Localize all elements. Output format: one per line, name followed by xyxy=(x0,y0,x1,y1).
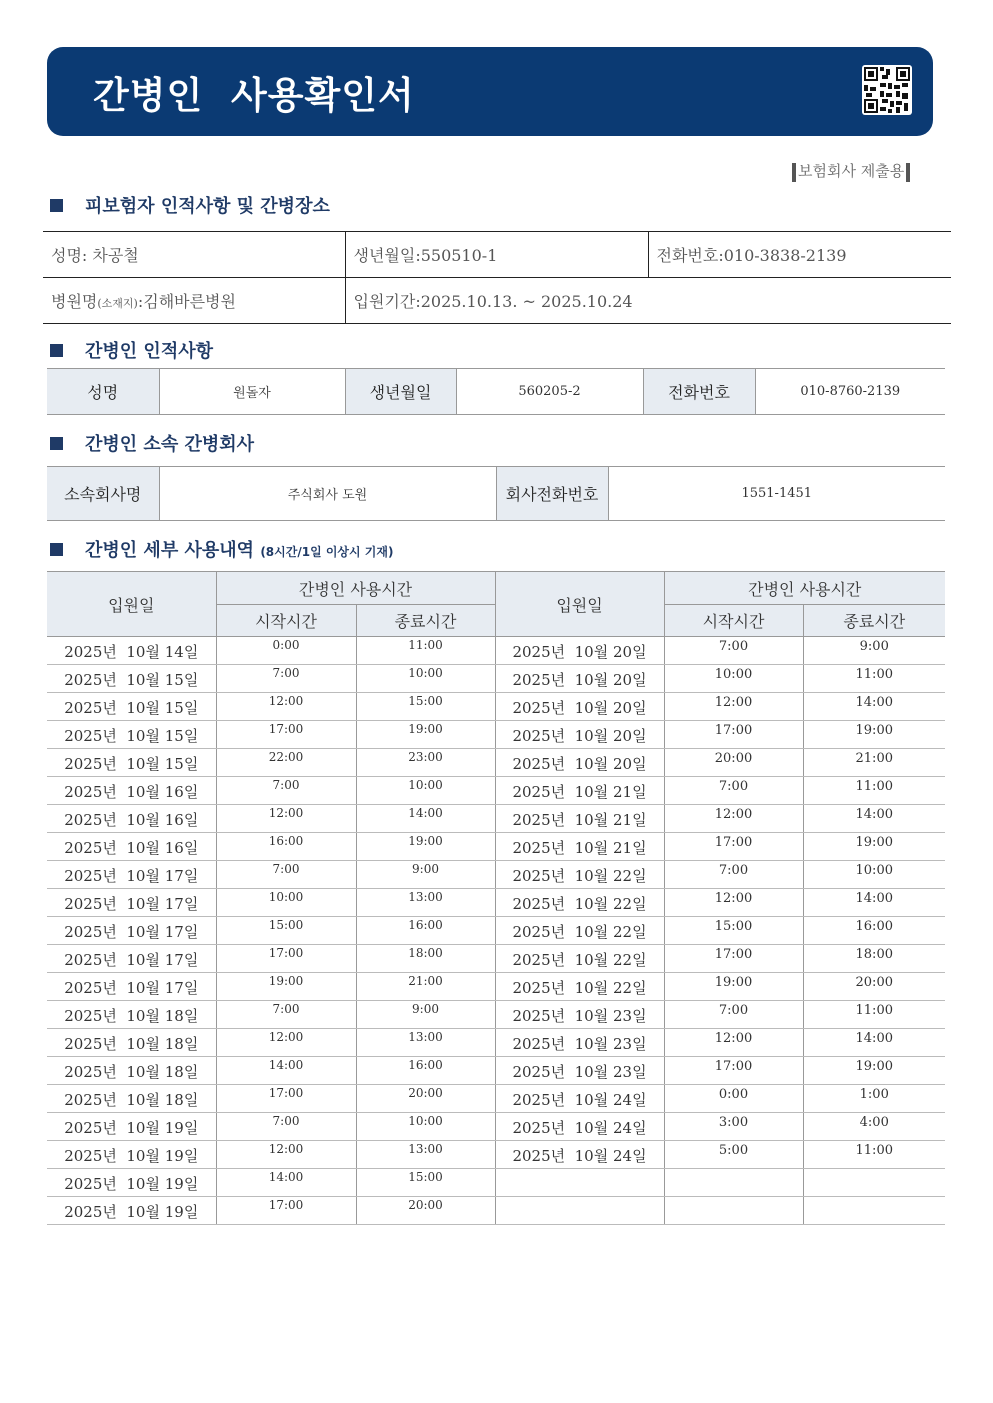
row-start-right xyxy=(664,1197,803,1225)
row-date-right: 2025년 10월 22일 xyxy=(495,861,664,889)
row-end-right: 11:00 xyxy=(803,1001,945,1029)
row-end-left: 15:00 xyxy=(356,1169,495,1197)
row-start-right: 7:00 xyxy=(664,1001,803,1029)
row-start-left: 17:00 xyxy=(216,1085,356,1113)
company-name: 주식회사 도원 xyxy=(159,467,496,521)
row-date-left: 2025년 10월 16일 xyxy=(47,805,216,833)
row-start-right: 10:00 xyxy=(664,665,803,693)
row-start-right: 12:00 xyxy=(664,693,803,721)
row-date-right xyxy=(495,1169,664,1197)
row-date-right: 2025년 10월 24일 xyxy=(495,1141,664,1169)
row-start-right: 5:00 xyxy=(664,1141,803,1169)
row-end-right: 16:00 xyxy=(803,917,945,945)
details-table xyxy=(47,571,945,1225)
row-date-right: 2025년 10월 23일 xyxy=(495,1057,664,1085)
insured-birth: 생년월일:550510-1 xyxy=(345,232,648,278)
row-date-right: 2025년 10월 21일 xyxy=(495,805,664,833)
table-row xyxy=(47,777,945,805)
row-date-left: 2025년 10월 16일 xyxy=(47,777,216,805)
table-row xyxy=(47,1141,945,1169)
insured-name: 성명: 차공철 xyxy=(43,232,345,278)
table-row xyxy=(47,861,945,889)
row-end-left: 10:00 xyxy=(356,1113,495,1141)
row-start-left: 16:00 xyxy=(216,833,356,861)
company-phone: 1551-1451 xyxy=(741,486,813,501)
row-start-left: 12:00 xyxy=(216,693,356,721)
row-end-right: 4:00 xyxy=(803,1113,945,1141)
row-start-left: 7:00 xyxy=(216,861,356,889)
table-row xyxy=(47,749,945,777)
row-start-right: 19:00 xyxy=(664,973,803,1001)
row-end-right xyxy=(803,1197,945,1225)
hospital-name: 병원명(소재지):김해바른병원 xyxy=(43,278,345,324)
row-date-right: 2025년 10월 23일 xyxy=(495,1001,664,1029)
row-date-left: 2025년 10월 16일 xyxy=(47,833,216,861)
section-details-heading: 간병인 세부 사용내역 (8시간/1일 이상시 기재) xyxy=(50,536,393,562)
row-date-left: 2025년 10월 17일 xyxy=(47,973,216,1001)
table-row xyxy=(47,1085,945,1113)
row-date-left: 2025년 10월 19일 xyxy=(47,1169,216,1197)
row-date-left: 2025년 10월 17일 xyxy=(47,861,216,889)
qr-code-icon xyxy=(862,65,912,115)
row-end-left: 14:00 xyxy=(356,805,495,833)
row-start-left: 19:00 xyxy=(216,973,356,1001)
table-row xyxy=(47,637,945,665)
row-start-left: 17:00 xyxy=(216,1197,356,1225)
row-start-left: 7:00 xyxy=(216,777,356,805)
caregiver-phone-label: 전화번호 xyxy=(643,369,755,415)
row-end-right: 19:00 xyxy=(803,721,945,749)
table-row xyxy=(47,1057,945,1085)
row-end-right: 11:00 xyxy=(803,777,945,805)
row-date-right: 2025년 10월 22일 xyxy=(495,917,664,945)
row-end-left: 13:00 xyxy=(356,1141,495,1169)
section-insured-heading: 피보험자 인적사항 및 간병장소 xyxy=(50,192,330,218)
company-name-label: 소속회사명 xyxy=(47,467,159,521)
caregiver-phone: 010-8760-2139 xyxy=(800,384,901,399)
row-end-left: 18:00 xyxy=(356,945,495,973)
row-start-left: 14:00 xyxy=(216,1057,356,1085)
row-start-left: 17:00 xyxy=(216,945,356,973)
row-end-left: 19:00 xyxy=(356,721,495,749)
row-end-right: 14:00 xyxy=(803,1029,945,1057)
table-row xyxy=(47,1197,945,1225)
caregiver-name-label: 성명 xyxy=(47,369,159,415)
table-row xyxy=(47,805,945,833)
row-date-left: 2025년 10월 19일 xyxy=(47,1141,216,1169)
row-start-right: 12:00 xyxy=(664,889,803,917)
row-date-right: 2025년 10월 22일 xyxy=(495,973,664,1001)
table-row xyxy=(47,1029,945,1057)
row-end-left: 13:00 xyxy=(356,889,495,917)
table-row xyxy=(47,945,945,973)
row-start-right: 17:00 xyxy=(664,833,803,861)
row-end-left: 13:00 xyxy=(356,1029,495,1057)
row-end-left: 9:00 xyxy=(356,1001,495,1029)
row-end-left: 9:00 xyxy=(356,861,495,889)
header-end-right: 종료시간 xyxy=(803,605,945,637)
header-end-left: 종료시간 xyxy=(356,605,495,637)
row-end-right: 21:00 xyxy=(803,749,945,777)
table-row xyxy=(47,721,945,749)
row-date-left: 2025년 10월 15일 xyxy=(47,693,216,721)
square-bullet-icon xyxy=(50,543,63,556)
details-table-body xyxy=(47,637,945,1225)
square-bullet-icon xyxy=(50,344,63,357)
row-start-left: 15:00 xyxy=(216,917,356,945)
submission-tag xyxy=(790,160,912,182)
row-start-left: 10:00 xyxy=(216,889,356,917)
row-start-left: 12:00 xyxy=(216,1141,356,1169)
row-end-right: 11:00 xyxy=(803,665,945,693)
row-start-left: 12:00 xyxy=(216,1029,356,1057)
row-date-left: 2025년 10월 17일 xyxy=(47,917,216,945)
row-end-left: 23:00 xyxy=(356,749,495,777)
row-date-left: 2025년 10월 19일 xyxy=(47,1113,216,1141)
row-start-right: 20:00 xyxy=(664,749,803,777)
row-start-left: 7:00 xyxy=(216,1001,356,1029)
row-date-left: 2025년 10월 15일 xyxy=(47,749,216,777)
row-start-right: 15:00 xyxy=(664,917,803,945)
table-row xyxy=(47,889,945,917)
caregiver-info-table xyxy=(47,368,945,415)
row-start-right: 0:00 xyxy=(664,1085,803,1113)
row-end-right: 14:00 xyxy=(803,693,945,721)
row-date-right: 2025년 10월 24일 xyxy=(495,1113,664,1141)
row-date-right: 2025년 10월 20일 xyxy=(495,721,664,749)
row-end-left: 19:00 xyxy=(356,833,495,861)
row-date-right: 2025년 10월 21일 xyxy=(495,833,664,861)
row-date-left: 2025년 10월 15일 xyxy=(47,721,216,749)
row-start-right: 17:00 xyxy=(664,721,803,749)
submission-tag-text: 보험회사 제출용 xyxy=(798,162,905,180)
section-agency-heading: 간병인 소속 간병회사 xyxy=(50,430,254,456)
header-hours-right: 간병인 사용시간 xyxy=(664,572,945,605)
row-end-right: 9:00 xyxy=(803,637,945,665)
row-end-right: 18:00 xyxy=(803,945,945,973)
caregiver-birth-label: 생년월일 xyxy=(345,369,456,415)
header-date-right: 입원일 xyxy=(495,572,664,637)
row-date-left: 2025년 10월 18일 xyxy=(47,1029,216,1057)
square-bullet-icon xyxy=(50,437,63,450)
insured-info-table xyxy=(43,231,951,324)
row-end-right: 14:00 xyxy=(803,805,945,833)
header-hours-left: 간병인 사용시간 xyxy=(216,572,495,605)
row-date-left: 2025년 10월 14일 xyxy=(47,637,216,665)
table-row xyxy=(47,1001,945,1029)
row-start-right: 12:00 xyxy=(664,1029,803,1057)
row-end-left: 10:00 xyxy=(356,777,495,805)
table-row xyxy=(47,665,945,693)
row-end-right: 19:00 xyxy=(803,1057,945,1085)
row-start-left: 12:00 xyxy=(216,805,356,833)
table-row xyxy=(47,917,945,945)
admission-period: 입원기간:2025.10.13. ~ 2025.10.24 xyxy=(345,278,951,324)
row-start-left: 22:00 xyxy=(216,749,356,777)
row-start-right: 17:00 xyxy=(664,945,803,973)
caregiver-birth: 560205-2 xyxy=(456,369,643,415)
header-start-left: 시작시간 xyxy=(216,605,356,637)
row-end-left: 15:00 xyxy=(356,693,495,721)
row-date-right: 2025년 10월 20일 xyxy=(495,749,664,777)
agency-info-table xyxy=(47,466,945,521)
table-row xyxy=(47,693,945,721)
table-row xyxy=(47,1169,945,1197)
header-date-left: 입원일 xyxy=(47,572,216,637)
row-end-left: 20:00 xyxy=(356,1197,495,1225)
row-end-left: 21:00 xyxy=(356,973,495,1001)
row-start-right: 17:00 xyxy=(664,1057,803,1085)
row-date-left: 2025년 10월 18일 xyxy=(47,1085,216,1113)
square-bullet-icon xyxy=(50,199,63,212)
row-end-right: 11:00 xyxy=(803,1141,945,1169)
row-end-left: 16:00 xyxy=(356,1057,495,1085)
table-row xyxy=(47,973,945,1001)
row-start-left: 7:00 xyxy=(216,665,356,693)
tag-bar-left xyxy=(792,163,796,182)
row-start-right: 3:00 xyxy=(664,1113,803,1141)
row-date-left: 2025년 10월 15일 xyxy=(47,665,216,693)
row-end-left: 16:00 xyxy=(356,917,495,945)
row-end-left: 11:00 xyxy=(356,637,495,665)
row-end-right: 14:00 xyxy=(803,889,945,917)
row-end-right: 20:00 xyxy=(803,973,945,1001)
row-end-left: 10:00 xyxy=(356,665,495,693)
document-title: 간병인 사용확인서 xyxy=(93,74,415,117)
section-caregiver-heading: 간병인 인적사항 xyxy=(50,337,213,363)
row-date-right: 2025년 10월 24일 xyxy=(495,1085,664,1113)
row-start-right: 7:00 xyxy=(664,861,803,889)
row-date-right: 2025년 10월 20일 xyxy=(495,637,664,665)
row-end-left: 20:00 xyxy=(356,1085,495,1113)
row-end-right xyxy=(803,1169,945,1197)
row-start-left: 7:00 xyxy=(216,1113,356,1141)
row-date-left: 2025년 10월 19일 xyxy=(47,1197,216,1225)
company-phone-label: 회사전화번호 xyxy=(496,467,608,521)
row-start-right xyxy=(664,1169,803,1197)
row-start-left: 14:00 xyxy=(216,1169,356,1197)
row-date-right: 2025년 10월 20일 xyxy=(495,693,664,721)
row-date-right xyxy=(495,1197,664,1225)
table-row xyxy=(47,1113,945,1141)
row-date-right: 2025년 10월 22일 xyxy=(495,889,664,917)
row-date-right: 2025년 10월 22일 xyxy=(495,945,664,973)
row-date-left: 2025년 10월 18일 xyxy=(47,1057,216,1085)
row-start-left: 17:00 xyxy=(216,721,356,749)
tag-bar-right xyxy=(906,163,910,182)
row-start-right: 7:00 xyxy=(664,637,803,665)
row-end-right: 1:00 xyxy=(803,1085,945,1113)
row-end-right: 19:00 xyxy=(803,833,945,861)
table-row xyxy=(47,833,945,861)
row-start-right: 12:00 xyxy=(664,805,803,833)
row-date-left: 2025년 10월 17일 xyxy=(47,945,216,973)
row-date-left: 2025년 10월 17일 xyxy=(47,889,216,917)
header-start-right: 시작시간 xyxy=(664,605,803,637)
row-date-right: 2025년 10월 23일 xyxy=(495,1029,664,1057)
row-start-right: 7:00 xyxy=(664,777,803,805)
row-end-right: 10:00 xyxy=(803,861,945,889)
row-date-left: 2025년 10월 18일 xyxy=(47,1001,216,1029)
insured-phone: 전화번호:010-3838-2139 xyxy=(648,232,951,278)
row-date-right: 2025년 10월 20일 xyxy=(495,665,664,693)
row-start-left: 0:00 xyxy=(216,637,356,665)
caregiver-name: 원돌자 xyxy=(159,369,345,415)
document-header xyxy=(47,47,933,136)
row-date-right: 2025년 10월 21일 xyxy=(495,777,664,805)
